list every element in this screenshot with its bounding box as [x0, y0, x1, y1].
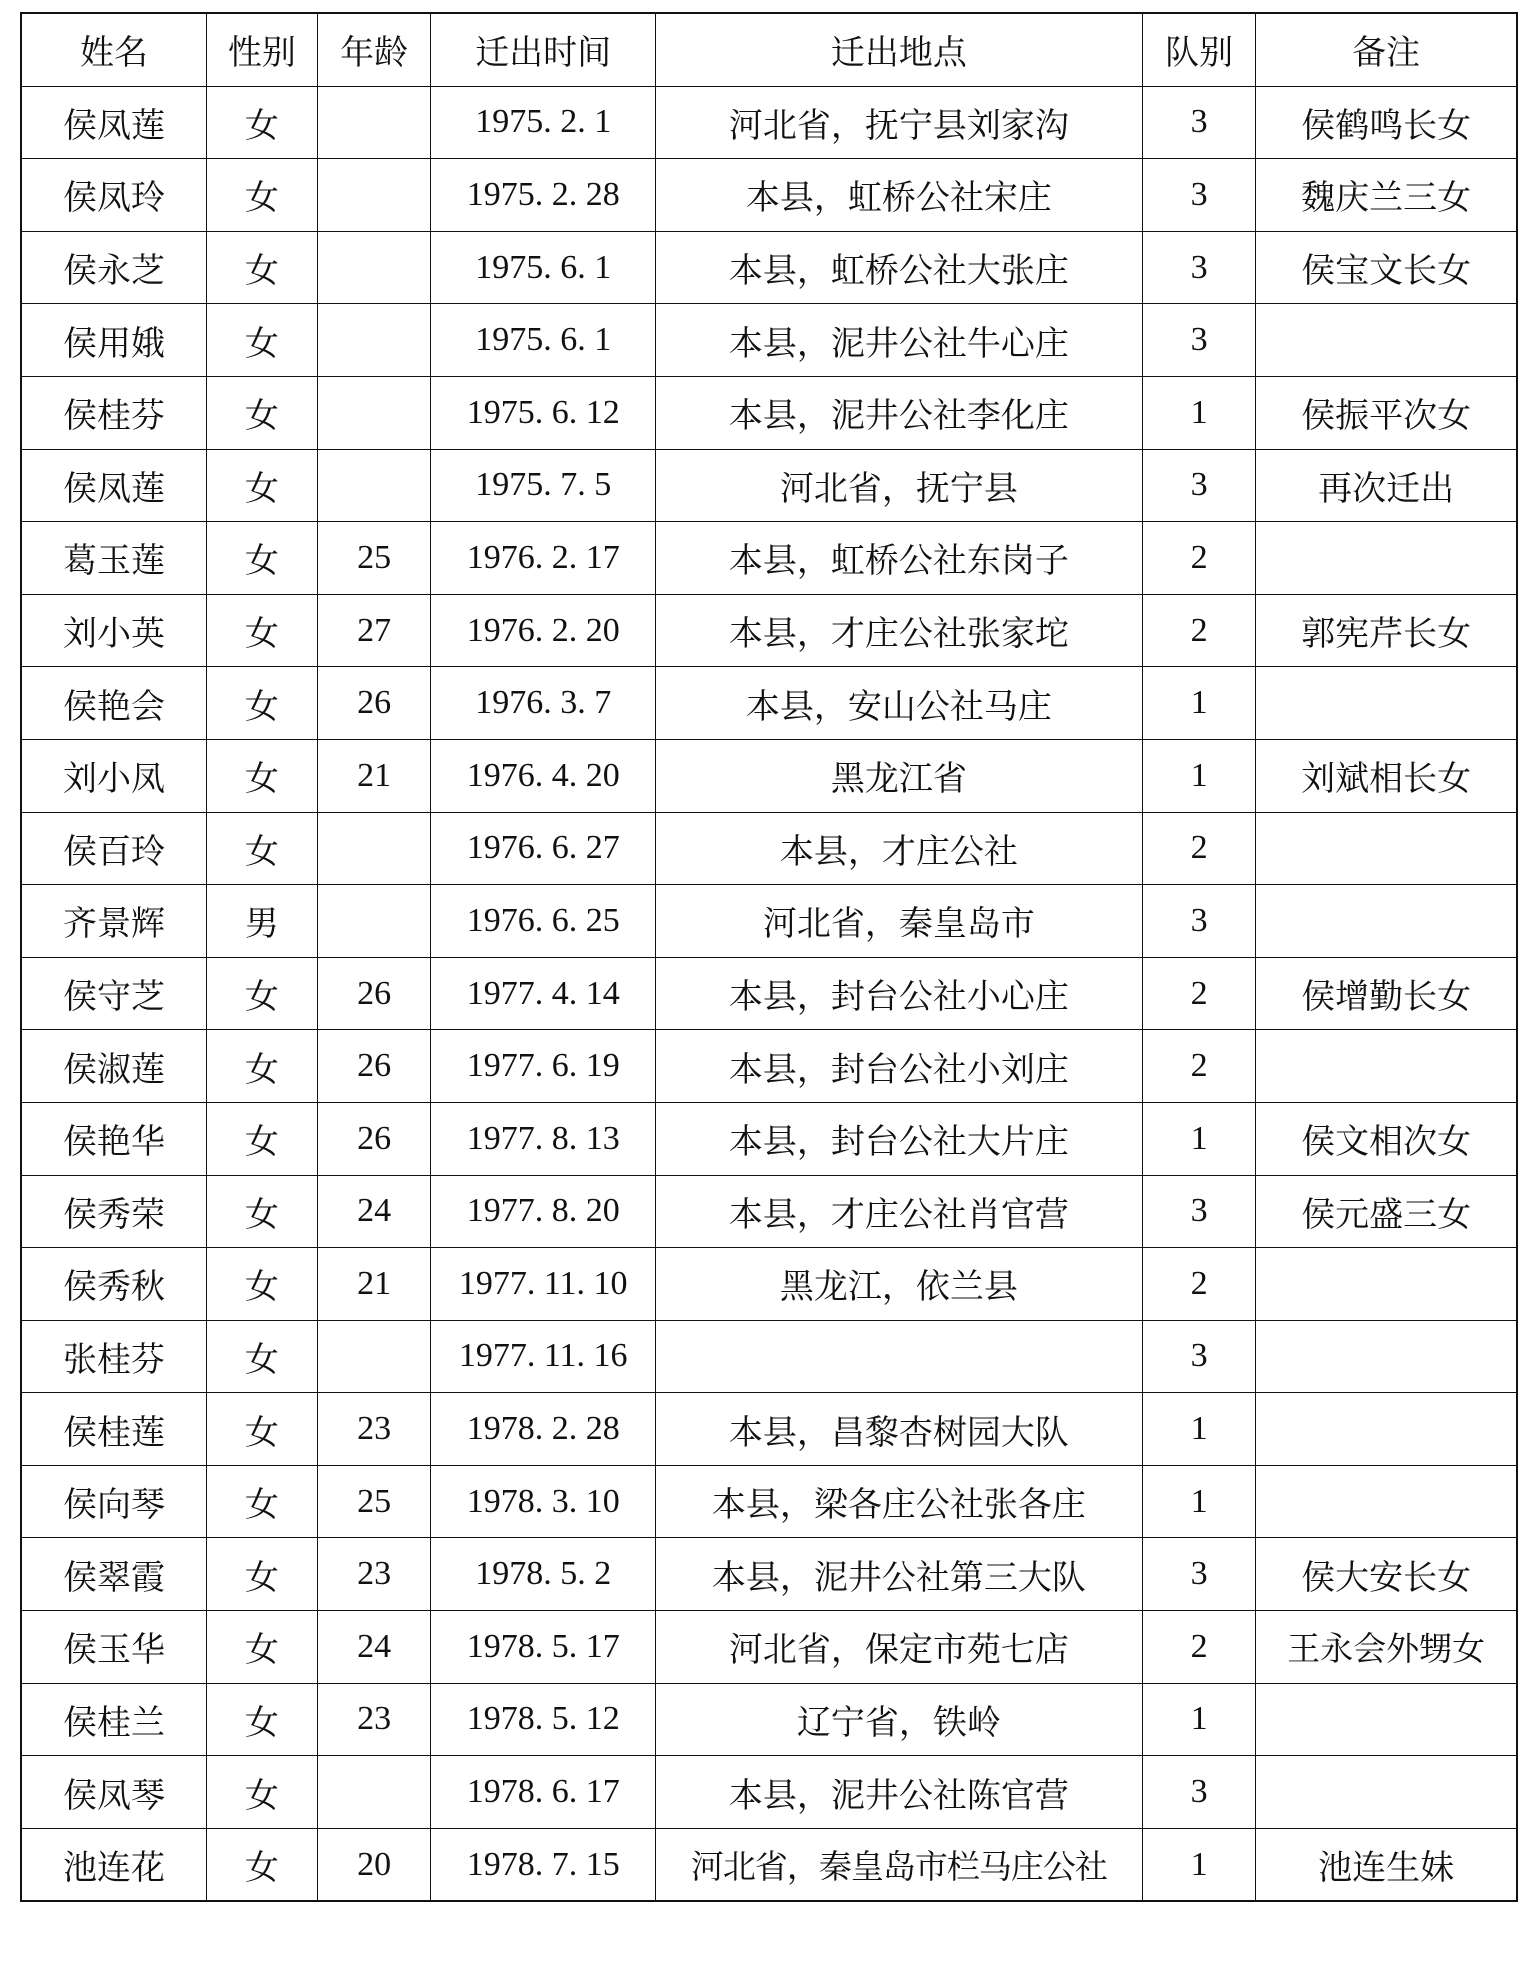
- cell-team: 2: [1142, 1248, 1256, 1321]
- cell-name: 刘小凤: [21, 739, 206, 812]
- cell-name: 侯永芝: [21, 231, 206, 304]
- cell-age: [317, 231, 431, 304]
- table-row: [21, 86, 1517, 159]
- cell-age: 26: [317, 667, 431, 740]
- cell-date: 1977. 8. 13: [431, 1102, 656, 1175]
- cell-age: [317, 812, 431, 885]
- cell-age: [317, 885, 431, 958]
- cell-name: 侯秀荣: [21, 1175, 206, 1248]
- cell-age: 27: [317, 594, 431, 667]
- cell-team: 1: [1142, 1465, 1256, 1538]
- cell-place: 本县，昌黎杏树园大队: [655, 1393, 1142, 1466]
- cell-note: 侯大安长女: [1256, 1538, 1517, 1611]
- cell-name: 侯凤莲: [21, 86, 206, 159]
- cell-gender: 女: [206, 86, 317, 159]
- cell-name: 侯百玲: [21, 812, 206, 885]
- cell-gender: 女: [206, 522, 317, 595]
- cell-date: 1976. 2. 17: [431, 522, 656, 595]
- cell-team: 3: [1142, 449, 1256, 522]
- cell-gender: 女: [206, 812, 317, 885]
- cell-age: [317, 1756, 431, 1829]
- cell-date: 1978. 5. 17: [431, 1611, 656, 1684]
- cell-date: 1976. 4. 20: [431, 739, 656, 812]
- cell-date: 1977. 11. 16: [431, 1320, 656, 1393]
- cell-gender: 女: [206, 1393, 317, 1466]
- table-row: [21, 885, 1517, 958]
- cell-place: 河北省，秦皇岛市: [655, 885, 1142, 958]
- table-row: [21, 1683, 1517, 1756]
- cell-name: 侯凤莲: [21, 449, 206, 522]
- table-row: [21, 1828, 1517, 1901]
- cell-name: 侯艳会: [21, 667, 206, 740]
- cell-place: [655, 1320, 1142, 1393]
- table-body: [21, 86, 1517, 1901]
- cell-place: 本县，虹桥公社宋庄: [655, 159, 1142, 232]
- cell-age: [317, 376, 431, 449]
- table-row: [21, 739, 1517, 812]
- cell-age: 21: [317, 739, 431, 812]
- cell-name: 侯艳华: [21, 1102, 206, 1175]
- cell-age: 26: [317, 957, 431, 1030]
- cell-place: 本县，泥井公社陈官营: [655, 1756, 1142, 1829]
- cell-note: [1256, 1465, 1517, 1538]
- cell-team: 3: [1142, 1320, 1256, 1393]
- cell-age: 20: [317, 1828, 431, 1901]
- cell-team: 2: [1142, 812, 1256, 885]
- cell-place: 本县，才庄公社张家坨: [655, 594, 1142, 667]
- cell-place: 河北省，抚宁县刘家沟: [655, 86, 1142, 159]
- cell-date: 1976. 3. 7: [431, 667, 656, 740]
- cell-team: 3: [1142, 159, 1256, 232]
- table-row: [21, 957, 1517, 1030]
- cell-age: 26: [317, 1102, 431, 1175]
- cell-name: 侯桂莲: [21, 1393, 206, 1466]
- cell-gender: 女: [206, 1465, 317, 1538]
- table-row: [21, 1465, 1517, 1538]
- cell-age: 25: [317, 522, 431, 595]
- cell-age: [317, 449, 431, 522]
- table-row: [21, 1175, 1517, 1248]
- cell-note: 侯振平次女: [1256, 376, 1517, 449]
- cell-note: 侯鹤鸣长女: [1256, 86, 1517, 159]
- column-header-date: 迁出时间: [431, 13, 656, 86]
- cell-date: 1976. 6. 27: [431, 812, 656, 885]
- cell-place: 本县，才庄公社肖官营: [655, 1175, 1142, 1248]
- column-header-team: 队别: [1142, 13, 1256, 86]
- cell-note: [1256, 812, 1517, 885]
- cell-date: 1976. 6. 25: [431, 885, 656, 958]
- cell-name: 侯翠霞: [21, 1538, 206, 1611]
- cell-note: [1256, 1248, 1517, 1321]
- cell-gender: 女: [206, 957, 317, 1030]
- cell-team: 1: [1142, 1102, 1256, 1175]
- table-row: [21, 449, 1517, 522]
- cell-gender: 女: [206, 1756, 317, 1829]
- cell-place: 本县，封台公社小心庄: [655, 957, 1142, 1030]
- column-header-place: 迁出地点: [655, 13, 1142, 86]
- cell-date: 1978. 3. 10: [431, 1465, 656, 1538]
- table-row: [21, 304, 1517, 377]
- cell-age: [317, 304, 431, 377]
- cell-note: 侯宝文长女: [1256, 231, 1517, 304]
- cell-date: 1975. 2. 1: [431, 86, 656, 159]
- table-row: [21, 1320, 1517, 1393]
- table-row: [21, 812, 1517, 885]
- cell-date: 1977. 4. 14: [431, 957, 656, 1030]
- cell-note: [1256, 885, 1517, 958]
- cell-team: 2: [1142, 1030, 1256, 1103]
- cell-name: 侯凤琴: [21, 1756, 206, 1829]
- cell-date: 1975. 6. 12: [431, 376, 656, 449]
- cell-team: 1: [1142, 739, 1256, 812]
- cell-team: 1: [1142, 376, 1256, 449]
- cell-note: 池连生妹: [1256, 1828, 1517, 1901]
- cell-name: 侯凤玲: [21, 159, 206, 232]
- cell-gender: 男: [206, 885, 317, 958]
- table-row: [21, 159, 1517, 232]
- cell-date: 1978. 6. 17: [431, 1756, 656, 1829]
- cell-team: 1: [1142, 1828, 1256, 1901]
- cell-team: 1: [1142, 1683, 1256, 1756]
- cell-name: 刘小英: [21, 594, 206, 667]
- cell-date: 1977. 11. 10: [431, 1248, 656, 1321]
- table-row: [21, 1248, 1517, 1321]
- cell-team: 3: [1142, 1538, 1256, 1611]
- cell-date: 1978. 5. 2: [431, 1538, 656, 1611]
- cell-team: 3: [1142, 1756, 1256, 1829]
- cell-place: 本县，封台公社大片庄: [655, 1102, 1142, 1175]
- cell-team: 2: [1142, 1611, 1256, 1684]
- cell-place: 本县，泥井公社牛心庄: [655, 304, 1142, 377]
- cell-date: 1976. 2. 20: [431, 594, 656, 667]
- cell-age: 24: [317, 1175, 431, 1248]
- cell-place: 河北省，秦皇岛市栏马庄公社: [655, 1828, 1142, 1901]
- cell-name: 侯桂兰: [21, 1683, 206, 1756]
- cell-team: 3: [1142, 231, 1256, 304]
- table-row: [21, 1030, 1517, 1103]
- cell-place: 河北省，抚宁县: [655, 449, 1142, 522]
- table-row: [21, 522, 1517, 595]
- cell-team: 2: [1142, 522, 1256, 595]
- cell-name: 侯玉华: [21, 1611, 206, 1684]
- cell-date: 1977. 8. 20: [431, 1175, 656, 1248]
- cell-name: 张桂芬: [21, 1320, 206, 1393]
- cell-gender: 女: [206, 1611, 317, 1684]
- cell-gender: 女: [206, 1683, 317, 1756]
- cell-date: 1975. 6. 1: [431, 231, 656, 304]
- cell-age: 24: [317, 1611, 431, 1684]
- cell-note: 侯元盛三女: [1256, 1175, 1517, 1248]
- cell-place: 本县，泥井公社第三大队: [655, 1538, 1142, 1611]
- cell-age: 25: [317, 1465, 431, 1538]
- cell-team: 2: [1142, 957, 1256, 1030]
- table-row: [21, 1538, 1517, 1611]
- cell-note: 魏庆兰三女: [1256, 159, 1517, 232]
- cell-gender: 女: [206, 1248, 317, 1321]
- cell-date: 1975. 2. 28: [431, 159, 656, 232]
- cell-date: 1975. 7. 5: [431, 449, 656, 522]
- cell-place: 本县，封台公社小刘庄: [655, 1030, 1142, 1103]
- cell-age: [317, 86, 431, 159]
- cell-name: 齐景辉: [21, 885, 206, 958]
- cell-gender: 女: [206, 304, 317, 377]
- cell-name: 葛玉莲: [21, 522, 206, 595]
- table-row: [21, 376, 1517, 449]
- cell-team: 3: [1142, 86, 1256, 159]
- cell-note: [1256, 304, 1517, 377]
- cell-place: 本县，才庄公社: [655, 812, 1142, 885]
- column-header-gender: 性别: [206, 13, 317, 86]
- table-row: [21, 1611, 1517, 1684]
- cell-note: [1256, 1030, 1517, 1103]
- cell-gender: 女: [206, 376, 317, 449]
- cell-team: 1: [1142, 667, 1256, 740]
- header-row: [21, 13, 1517, 86]
- cell-date: 1978. 2. 28: [431, 1393, 656, 1466]
- cell-name: 侯向琴: [21, 1465, 206, 1538]
- cell-note: [1256, 522, 1517, 595]
- cell-name: 侯用娥: [21, 304, 206, 377]
- cell-gender: 女: [206, 1102, 317, 1175]
- cell-note: 郭宪芹长女: [1256, 594, 1517, 667]
- table-row: [21, 1393, 1517, 1466]
- table-row: [21, 231, 1517, 304]
- cell-note: [1256, 667, 1517, 740]
- cell-date: 1978. 5. 12: [431, 1683, 656, 1756]
- cell-age: [317, 159, 431, 232]
- cell-gender: 女: [206, 739, 317, 812]
- cell-place: 本县，泥井公社李化庄: [655, 376, 1142, 449]
- table-row: [21, 594, 1517, 667]
- cell-age: 26: [317, 1030, 431, 1103]
- cell-note: [1256, 1393, 1517, 1466]
- cell-age: 23: [317, 1538, 431, 1611]
- cell-gender: 女: [206, 231, 317, 304]
- cell-note: 侯增勤长女: [1256, 957, 1517, 1030]
- cell-gender: 女: [206, 1030, 317, 1103]
- cell-team: 3: [1142, 885, 1256, 958]
- table-row: [21, 1102, 1517, 1175]
- cell-place: 黑龙江，依兰县: [655, 1248, 1142, 1321]
- table-row: [21, 667, 1517, 740]
- cell-place: 辽宁省，铁岭: [655, 1683, 1142, 1756]
- cell-gender: 女: [206, 449, 317, 522]
- cell-place: 河北省，保定市苑七店: [655, 1611, 1142, 1684]
- cell-place: 本县，梁各庄公社张各庄: [655, 1465, 1142, 1538]
- cell-gender: 女: [206, 1320, 317, 1393]
- cell-date: 1975. 6. 1: [431, 304, 656, 377]
- cell-note: 王永会外甥女: [1256, 1611, 1517, 1684]
- cell-note: 刘斌相长女: [1256, 739, 1517, 812]
- cell-team: 2: [1142, 594, 1256, 667]
- cell-place: 本县，虹桥公社大张庄: [655, 231, 1142, 304]
- cell-name: 侯桂芬: [21, 376, 206, 449]
- column-header-name: 姓名: [21, 13, 206, 86]
- cell-name: 侯守芝: [21, 957, 206, 1030]
- cell-team: 3: [1142, 304, 1256, 377]
- cell-date: 1977. 6. 19: [431, 1030, 656, 1103]
- cell-team: 1: [1142, 1393, 1256, 1466]
- cell-gender: 女: [206, 1175, 317, 1248]
- cell-gender: 女: [206, 594, 317, 667]
- cell-age: [317, 1320, 431, 1393]
- cell-place: 本县，安山公社马庄: [655, 667, 1142, 740]
- cell-place: 黑龙江省: [655, 739, 1142, 812]
- cell-name: 池连花: [21, 1828, 206, 1901]
- cell-note: 再次迁出: [1256, 449, 1517, 522]
- cell-team: 3: [1142, 1175, 1256, 1248]
- cell-note: 侯文相次女: [1256, 1102, 1517, 1175]
- cell-name: 侯秀秋: [21, 1248, 206, 1321]
- cell-gender: 女: [206, 667, 317, 740]
- table-row: [21, 1756, 1517, 1829]
- cell-place: 本县，虹桥公社东岗子: [655, 522, 1142, 595]
- cell-gender: 女: [206, 159, 317, 232]
- cell-note: [1256, 1756, 1517, 1829]
- cell-date: 1978. 7. 15: [431, 1828, 656, 1901]
- column-header-note: 备注: [1256, 13, 1517, 86]
- cell-note: [1256, 1320, 1517, 1393]
- migration-table: [20, 12, 1518, 1902]
- cell-age: 21: [317, 1248, 431, 1321]
- cell-note: [1256, 1683, 1517, 1756]
- column-header-age: 年龄: [317, 13, 431, 86]
- cell-name: 侯淑莲: [21, 1030, 206, 1103]
- cell-age: 23: [317, 1393, 431, 1466]
- cell-gender: 女: [206, 1538, 317, 1611]
- cell-gender: 女: [206, 1828, 317, 1901]
- cell-age: 23: [317, 1683, 431, 1756]
